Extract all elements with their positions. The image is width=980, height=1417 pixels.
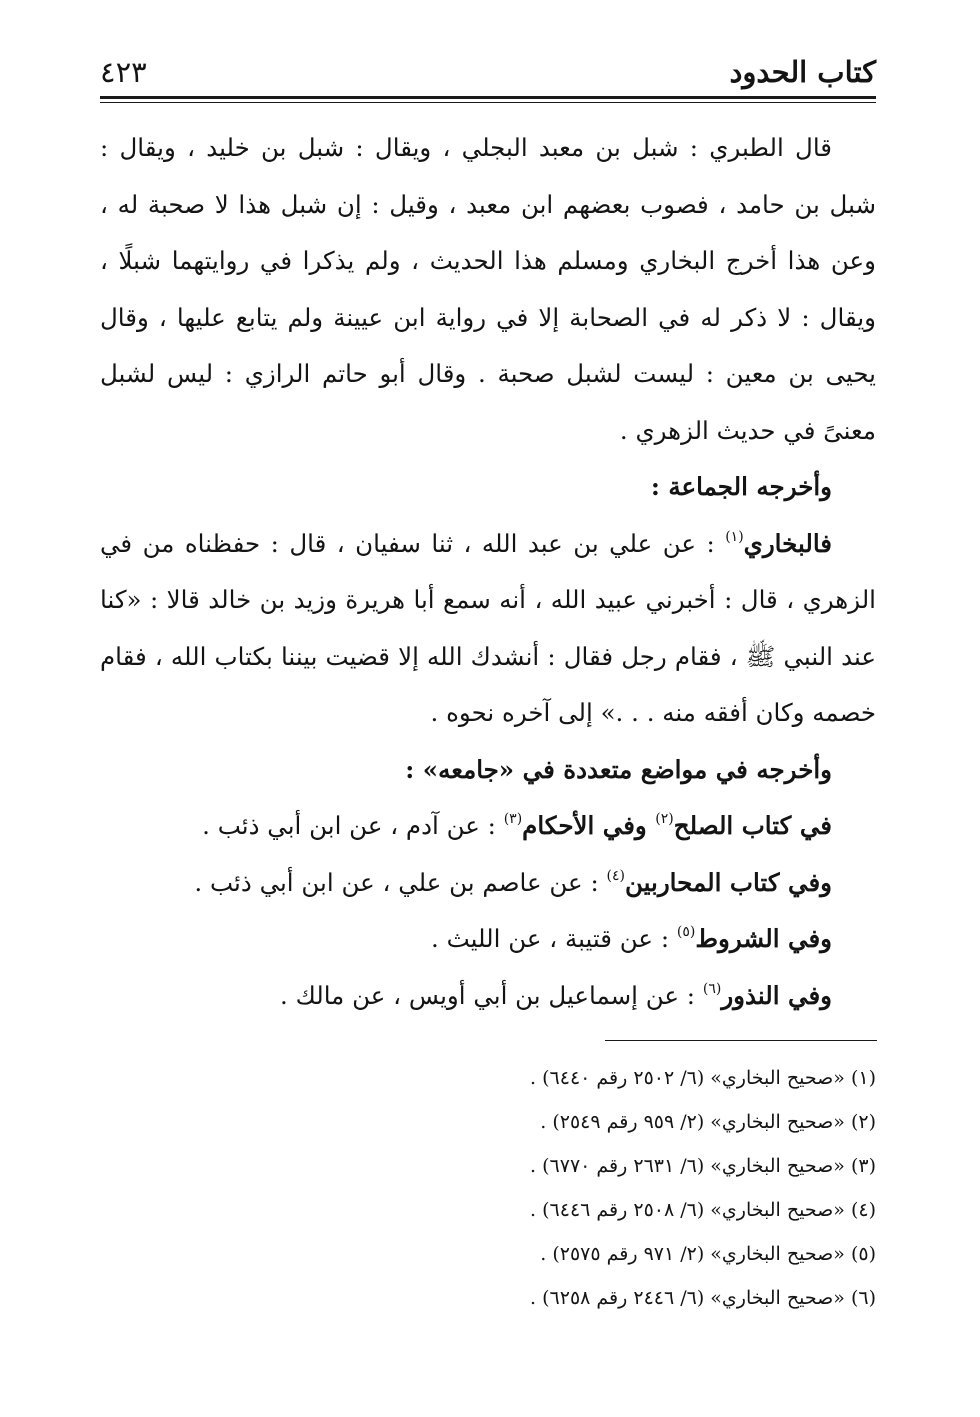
running-title: كتاب الحدود — [729, 55, 876, 89]
footnote-3: (٣) «صحيح البخاري» (٦/ ٢٦٣١ رقم ٦٧٧٠) . — [530, 1155, 876, 1177]
shurut-lead: وفي الشروط — [695, 924, 832, 953]
ref-line-muharibin — [100, 855, 876, 912]
footnote-1: (١) «صحيح البخاري» (٦/ ٢٥٠٢ رقم ٦٤٤٠) . — [530, 1067, 876, 1089]
footnote-ref-2: (٢) — [655, 811, 674, 827]
sulh-text: : عن آدم ، عن ابن أبي ذئب . — [202, 811, 504, 840]
header-rule-thick — [100, 96, 876, 99]
footnote-ref-1: (١) — [725, 528, 744, 545]
paragraph-bukhari — [100, 516, 876, 742]
nudhur-lead: وفي النذور — [721, 980, 832, 1010]
footnote-2: (٢) «صحيح البخاري» (٢/ ٩٥٩ رقم ٢٥٤٩) . — [540, 1111, 876, 1133]
footnote-ref-5: (٥) — [676, 924, 696, 940]
footnote-separator — [605, 1040, 877, 1041]
footnote-6: (٦) «صحيح البخاري» (٦/ ٢٤٤٦ رقم ٦٢٥٨) . — [530, 1287, 876, 1309]
bukhari-lead: فالبخاري — [743, 528, 832, 558]
muharibin-lead: وفي كتاب المحاربين — [624, 867, 832, 897]
footnote-ref-3: (٣) — [503, 811, 523, 827]
shurut-text: : عن قتيبة ، عن الليث . — [431, 924, 677, 953]
heading-jamiih: وأخرجه في مواضع متعددة في «جامعه» : — [405, 754, 832, 784]
header-rule-thin — [100, 102, 876, 103]
ahkam-lead: وفي الأحكام — [522, 811, 656, 840]
ref-line-shurut — [100, 911, 876, 968]
footnotes — [456, 1056, 876, 1320]
footnote-4: (٤) «صحيح البخاري» (٦/ ٢٥٠٨ رقم ٦٤٤٦) . — [530, 1199, 876, 1221]
muharibin-text: : عن عاصم بن علي ، عن ابن أبي ذئب . — [194, 867, 607, 897]
paragraph-tabari: قال الطبري : شبل بن معبد البجلي ، ويقال : شبل بن خليد ، ويقال : شبل بن حامد ، فصوب بعضهم ابن معبد ، وقيل : إن شبل هذا لا صحبة له ، وعن هذا أخرج البخاري ومسلم هذا الحديث ، ولم يذكرا في روايتهما شبلًا ، ويقال : لا ذكر له في الصحابة إلا في رواية ابن عيينة ولم يتابع عليها ، وقال يحيى بن معين : ليست لشبل صحبة . وقال أبو حاتم الرازي : ليس لشبل معنىً في حديث الزهري . — [100, 133, 876, 445]
heading-jamaah: وأخرجه الجماعة : — [650, 472, 832, 501]
sulh-lead: في كتاب الصلح — [673, 811, 832, 840]
bukhari-text: : عن علي بن عبد الله ، ثنا سفيان ، قال : حفظناه من في الزهري ، قال : أخبرني عبيد الله ، أنه سمع أبا هريرة وزيد بن خالد قالا : «كنا عند النبي ﷺ ، فقام رجل فقال : أنشدك الله إلا قضيت بيننا بكتاب الله ، فقام خصمه وكان أفقه منه . . .» إلى آخره نحوه . — [100, 528, 876, 727]
nudhur-text: : عن إسماعيل بن أبي أويس ، عن مالك . — [280, 980, 703, 1010]
page-number: ٤٢٣ — [100, 55, 147, 89]
footnote-ref-6: (٦) — [702, 980, 722, 997]
ref-line-sulh — [100, 798, 876, 855]
ref-line-nudhur — [100, 968, 876, 1025]
footnote-5: (٥) «صحيح البخاري» (٢/ ٩٧١ رقم ٢٥٧٥) . — [540, 1243, 876, 1265]
footnote-ref-4: (٤) — [606, 867, 625, 884]
page-header — [100, 52, 876, 92]
main-text — [100, 120, 876, 1024]
